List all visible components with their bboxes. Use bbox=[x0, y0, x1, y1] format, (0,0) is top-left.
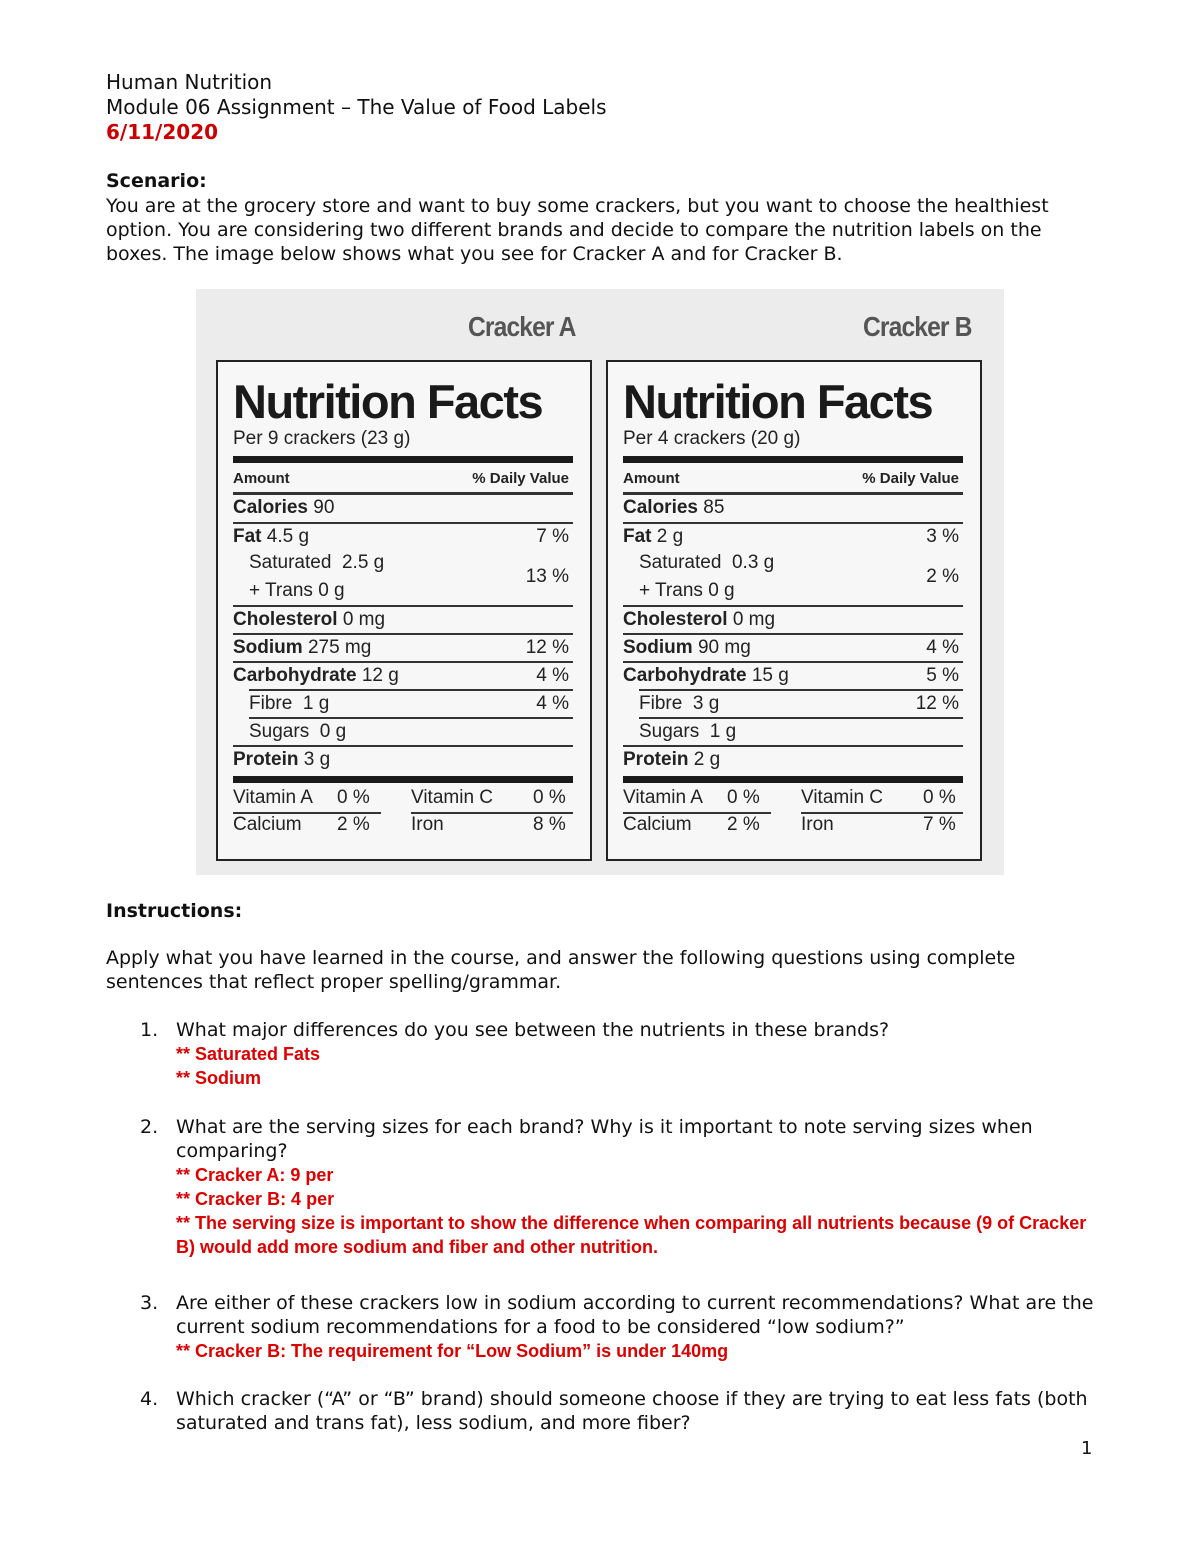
date: 6/11/2020 bbox=[106, 120, 219, 144]
sugars-label: Sugars bbox=[639, 721, 700, 742]
saturated-label: Saturated bbox=[249, 552, 332, 573]
question-3 bbox=[106, 1291, 1096, 1363]
vitamin-c-value: 0 % bbox=[533, 787, 566, 808]
carb-dv: 5 % bbox=[926, 665, 959, 686]
scenario-heading: Scenario: bbox=[106, 170, 207, 192]
fibre-label: Fibre bbox=[249, 693, 293, 714]
trans-label: + Trans bbox=[249, 580, 313, 601]
sodium-label: Sodium bbox=[233, 637, 303, 658]
calories-value: 90 bbox=[313, 497, 335, 518]
sodium-dv: 4 % bbox=[926, 637, 959, 658]
answer-line: ** Cracker A: 9 per bbox=[176, 1165, 334, 1185]
fibre-dv: 4 % bbox=[536, 693, 569, 714]
iron-label: Iron bbox=[801, 814, 834, 835]
calories-value: 85 bbox=[703, 497, 725, 518]
nutrition-labels-image bbox=[196, 289, 1004, 875]
question-text: Are either of these crackers low in sodium according to current recommendations? What are the current sodium recommendations for a food to be considered “low sodium?” bbox=[176, 1292, 1094, 1338]
saturated-value: 0.3 g bbox=[731, 552, 775, 573]
nutrition-facts-b bbox=[606, 360, 982, 861]
iron-value: 8 % bbox=[533, 814, 566, 835]
sugars-value: 0 g bbox=[319, 721, 347, 742]
question-4 bbox=[106, 1387, 1096, 1435]
answer-line: ** Cracker B: The requirement for “Low Sodium” is under 140mg bbox=[176, 1341, 729, 1361]
answer-line: ** Cracker B: 4 per bbox=[176, 1189, 335, 1209]
carb-value: 15 g bbox=[751, 665, 789, 686]
question-text: Which cracker (“A” or “B” brand) should someone choose if they are trying to eat less fats (both saturated and trans fat), less sodium, and more fiber? bbox=[176, 1388, 1088, 1434]
page-number: 1 bbox=[1081, 1438, 1093, 1459]
protein-label: Protein bbox=[623, 749, 689, 770]
answer-line: ** Saturated Fats bbox=[176, 1044, 321, 1064]
course-title: Human Nutrition bbox=[106, 70, 273, 94]
nf-title: Nutrition Facts bbox=[233, 375, 543, 428]
amount-header: Amount bbox=[233, 470, 290, 487]
protein-value: 2 g bbox=[693, 749, 721, 770]
sodium-value: 90 mg bbox=[697, 637, 751, 658]
question-number: 1. bbox=[140, 1019, 159, 1041]
protein-value: 3 g bbox=[303, 749, 331, 770]
sugars-label: Sugars bbox=[249, 721, 310, 742]
sat-trans-dv: 2 % bbox=[926, 566, 959, 587]
fat-label: Fat bbox=[233, 526, 262, 547]
iron-label: Iron bbox=[411, 814, 444, 835]
cracker-a-title: Cracker A bbox=[468, 311, 576, 342]
trans-value: 0 g bbox=[318, 580, 345, 601]
assignment-title: Module 06 Assignment – The Value of Food Labels bbox=[106, 95, 607, 119]
fat-dv: 7 % bbox=[536, 526, 569, 547]
instructions-text: Apply what you have learned in the course, and answer the following questions using complete sentences that reflect proper spelling/grammar. bbox=[106, 947, 1016, 993]
vitamin-a-label: Vitamin A bbox=[623, 787, 703, 808]
carb-label: Carbohydrate bbox=[623, 665, 747, 686]
question-1 bbox=[106, 1018, 1096, 1090]
calories-label: Calories bbox=[623, 497, 698, 518]
instructions-heading: Instructions: bbox=[106, 900, 243, 922]
serving-size: Per 4 crackers (20 g) bbox=[623, 428, 801, 449]
fibre-value: 3 g bbox=[692, 693, 720, 714]
answer-line: ** The serving size is important to show the difference when comparing all nutrients because (9 of Cracker B) would add more sodium and fiber and other nutrition. bbox=[176, 1213, 1087, 1257]
question-number: 2. bbox=[140, 1116, 159, 1138]
cholesterol-value: 0 mg bbox=[342, 609, 386, 630]
vitamin-a-label: Vitamin A bbox=[233, 787, 313, 808]
question-2 bbox=[106, 1115, 1096, 1259]
nf-title: Nutrition Facts bbox=[623, 375, 933, 428]
calories-label: Calories bbox=[233, 497, 308, 518]
sugars-value: 1 g bbox=[709, 721, 737, 742]
dv-header: % Daily Value bbox=[472, 470, 569, 487]
cracker-b-title: Cracker B bbox=[863, 311, 972, 342]
calcium-label: Calcium bbox=[623, 814, 692, 835]
fibre-label: Fibre bbox=[639, 693, 683, 714]
question-text: What are the serving sizes for each brand? Why is it important to note serving sizes when comparing? bbox=[176, 1116, 1033, 1162]
vitamin-c-value: 0 % bbox=[923, 787, 956, 808]
sodium-dv: 12 % bbox=[525, 637, 569, 658]
calcium-value: 2 % bbox=[727, 814, 760, 835]
dv-header: % Daily Value bbox=[862, 470, 959, 487]
fat-value: 4.5 g bbox=[266, 526, 310, 547]
question-text: What major differences do you see between the nutrients in these brands? bbox=[176, 1019, 890, 1041]
trans-value: 0 g bbox=[708, 580, 735, 601]
saturated-value: 2.5 g bbox=[341, 552, 385, 573]
serving-size: Per 9 crackers (23 g) bbox=[233, 428, 411, 449]
cholesterol-value: 0 mg bbox=[732, 609, 776, 630]
vitamin-c-label: Vitamin C bbox=[411, 787, 494, 808]
question-number: 3. bbox=[140, 1292, 159, 1314]
carb-value: 12 g bbox=[361, 665, 399, 686]
fibre-dv: 12 % bbox=[915, 693, 959, 714]
fat-label: Fat bbox=[623, 526, 652, 547]
protein-label: Protein bbox=[233, 749, 299, 770]
fat-value: 2 g bbox=[656, 526, 684, 547]
amount-header: Amount bbox=[623, 470, 680, 487]
trans-label: + Trans bbox=[639, 580, 703, 601]
nutrition-facts-a bbox=[216, 360, 592, 861]
answer-line: ** Sodium bbox=[176, 1068, 262, 1088]
sat-trans-dv: 13 % bbox=[525, 566, 569, 587]
vitamin-c-label: Vitamin C bbox=[801, 787, 884, 808]
question-number: 4. bbox=[140, 1388, 159, 1410]
calcium-label: Calcium bbox=[233, 814, 302, 835]
fibre-value: 1 g bbox=[302, 693, 330, 714]
vitamin-a-value: 0 % bbox=[727, 787, 760, 808]
vitamin-a-value: 0 % bbox=[337, 787, 370, 808]
carb-dv: 4 % bbox=[536, 665, 569, 686]
cholesterol-label: Cholesterol bbox=[233, 609, 338, 630]
scenario-text: You are at the grocery store and want to buy some crackers, but you want to choose the healthiest option. You are considering two different brands and decide to compare the nutrition labels on the boxes. The image below shows what you see for Cracker A and for Cracker B. bbox=[106, 195, 1049, 265]
sodium-label: Sodium bbox=[623, 637, 693, 658]
iron-value: 7 % bbox=[923, 814, 956, 835]
fat-dv: 3 % bbox=[926, 526, 959, 547]
calcium-value: 2 % bbox=[337, 814, 370, 835]
sodium-value: 275 mg bbox=[307, 637, 372, 658]
carb-label: Carbohydrate bbox=[233, 665, 357, 686]
cholesterol-label: Cholesterol bbox=[623, 609, 728, 630]
saturated-label: Saturated bbox=[639, 552, 722, 573]
